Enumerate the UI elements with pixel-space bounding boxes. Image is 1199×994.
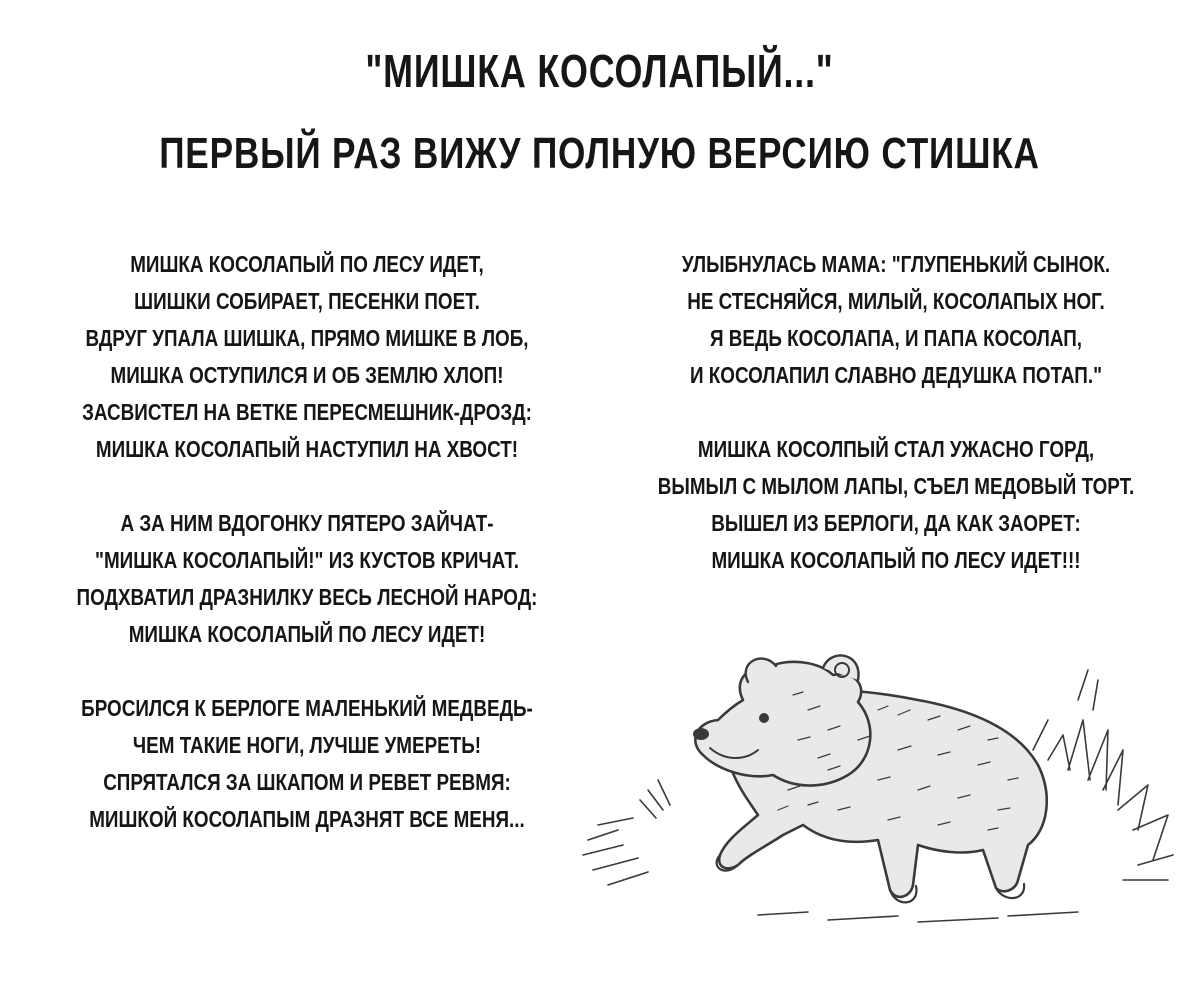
poem-line: СПРЯТАЛСЯ ЗА ШКАПОМ И РЕВЕТ РЕВМЯ:	[103, 769, 511, 795]
poem-line: МИШКА КОСОЛПЫЙ СТАЛ УЖАСНО ГОРД,	[697, 436, 1095, 462]
poem-line: ВДРУГ УПАЛА ШИШКА, ПРЯМО МИШКЕ В ЛОБ,	[85, 325, 529, 351]
poem-line: Я ВЕДЬ КОСОЛАПА, И ПАПА КОСОЛАП,	[709, 325, 1083, 351]
poem-line: БРОСИЛСЯ К БЕРЛОГЕ МАЛЕНЬКИЙ МЕДВЕДЬ-	[81, 695, 533, 721]
poem-line: МИШКА КОСОЛАПЫЙ ПО ЛЕСУ ИДЕТ!	[128, 621, 486, 647]
stanza-3	[0, 690, 614, 838]
poem-line: ШИШКИ СОБИРАЕТ, ПЕСЕНКИ ПОЕТ.	[134, 288, 480, 314]
bear-head-icon	[695, 662, 870, 786]
title-line-2: ПЕРВЫЙ РАЗ ВИЖУ ПОЛНУЮ ВЕРСИЮ СТИШКА	[159, 129, 1040, 178]
poem-line: А ЗА НИМ ВДОГОНКУ ПЯТЕРО ЗАЙЧАТ-	[120, 510, 494, 536]
poem-line: "МИШКА КОСОЛАПЫЙ!" ИЗ КУСТОВ КРИЧАТ.	[95, 547, 519, 573]
poem-line: МИШКА ОСТУПИЛСЯ И ОБ ЗЕМЛЮ ХЛОП!	[110, 362, 504, 388]
poem-line: ЧЕМ ТАКИЕ НОГИ, ЛУЧШЕ УМЕРЕТЬ!	[132, 732, 482, 758]
poem-line: МИШКОЙ КОСОЛАПЫМ ДРАЗНЯТ ВСЕ МЕНЯ...	[89, 806, 525, 832]
poem-line: МИШКА КОСОЛАПЫЙ НАСТУПИЛ НА ХВОСТ!	[95, 436, 519, 462]
walking-bear-icon	[578, 640, 1178, 940]
poem-line: И КОСОЛАПИЛ СЛАВНО ДЕДУШКА ПОТАП."	[689, 362, 1103, 388]
stanza-4	[600, 246, 1192, 394]
stanza-2	[0, 505, 614, 653]
stanza-1	[0, 246, 614, 468]
poem-line: УЛЫБНУЛАСЬ МАМА: "ГЛУПЕНЬКИЙ СЫНОК.	[681, 251, 1111, 277]
bear-eye-icon	[759, 713, 769, 723]
poem-line: МИШКА КОСОЛАПЫЙ ПО ЛЕСУ ИДЕТ!!!	[711, 547, 1081, 573]
poem-line: ЗАСВИСТЕЛ НА ВЕТКЕ ПЕРЕСМЕШНИК-ДРОЗД:	[82, 399, 532, 425]
poem-right-column	[600, 246, 1192, 579]
poem-line: МИШКА КОСОЛАПЫЙ ПО ЛЕСУ ИДЕТ,	[130, 251, 484, 277]
poem-line: ПОДХВАТИЛ ДРАЗНИЛКУ ВЕСЬ ЛЕСНОЙ НАРОД:	[76, 584, 538, 610]
stanza-5	[600, 431, 1192, 579]
bear-nose-icon	[693, 728, 709, 740]
poem-line: ВЫШЕЛ ИЗ БЕРЛОГИ, ДА КАК ЗАОРЕТ:	[711, 510, 1081, 536]
poem-line: ВЫМЫЛ С МЫЛОМ ЛАПЫ, СЪЕЛ МЕДОВЫЙ ТОРТ.	[657, 473, 1135, 499]
title-line-1: "МИШКА КОСОЛАПЫЙ..."	[365, 45, 834, 97]
poem-left-column	[0, 246, 614, 838]
poem-line: НЕ СТЕСНЯЙСЯ, МИЛЫЙ, КОСОЛАПЫХ НОГ.	[687, 288, 1105, 314]
